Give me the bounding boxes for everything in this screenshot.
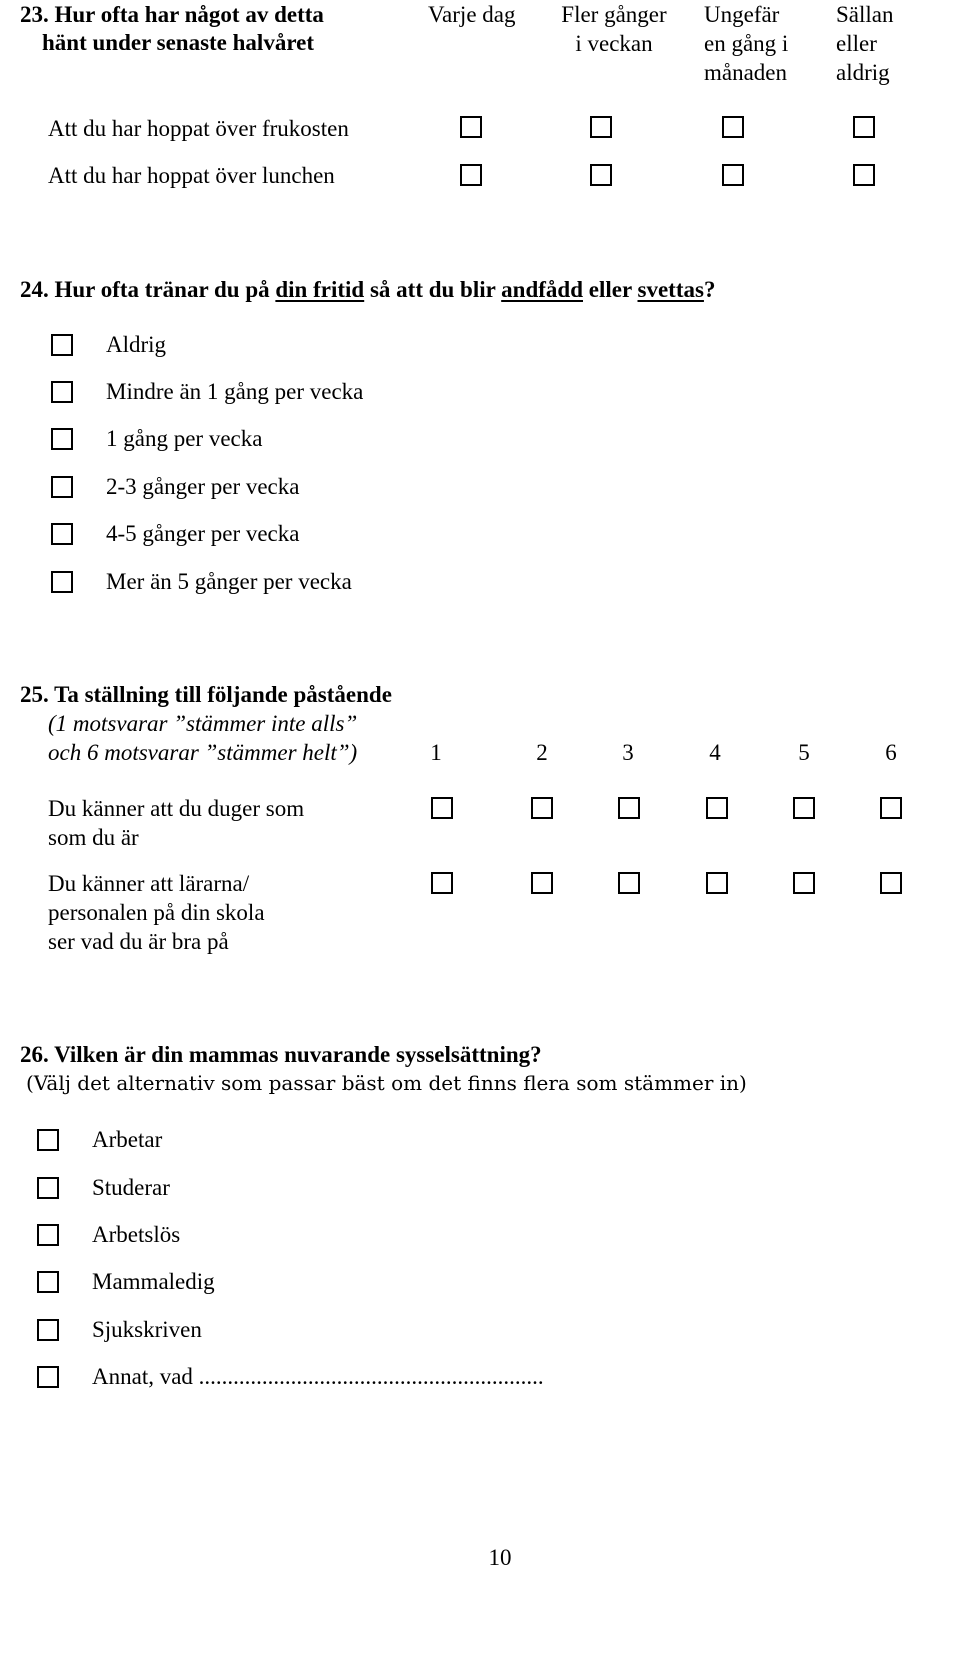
q23-row2-checkbox-varje-dag[interactable] bbox=[460, 164, 482, 186]
q25-s1-checkbox-3[interactable] bbox=[618, 797, 640, 819]
q25-scale-label: 1 bbox=[430, 740, 442, 765]
q23-row2-checkbox-fler-ganger[interactable] bbox=[590, 164, 612, 186]
q25-note-line2: och 6 motsvarar ”stämmer helt”) bbox=[48, 740, 358, 765]
q25-statement-1: Du känner att du duger som som du är bbox=[48, 796, 305, 850]
q26-option-label: Arbetslös bbox=[92, 1222, 181, 1247]
q25-s2-checkbox-5[interactable] bbox=[793, 872, 815, 894]
q26-option-checkbox[interactable] bbox=[37, 1366, 59, 1388]
q23-col-header-1: Varje dag bbox=[428, 2, 516, 27]
q24-option-checkbox[interactable] bbox=[51, 523, 73, 545]
q24-option-label: 4-5 gånger per vecka bbox=[106, 521, 300, 546]
q25-s2-checkbox-4[interactable] bbox=[706, 872, 728, 894]
q23-row2-checkbox-sallan[interactable] bbox=[853, 164, 875, 186]
q25-title: 25. Ta ställning till följande påstående bbox=[20, 682, 392, 707]
q24-option-label: 1 gång per vecka bbox=[106, 426, 263, 451]
q23-col-header-2: Fler gånger i veckan bbox=[561, 2, 667, 56]
q23-col-header-3: Ungefär en gång i månaden bbox=[704, 2, 789, 85]
q26-option-checkbox[interactable] bbox=[37, 1271, 59, 1293]
q25-scale-label: 5 bbox=[798, 740, 810, 765]
q25-s1-checkbox-1[interactable] bbox=[431, 797, 453, 819]
q26-option-label: Arbetar bbox=[92, 1127, 163, 1152]
q23-row1-checkbox-ungefar[interactable] bbox=[722, 116, 744, 138]
q25-s1-checkbox-4[interactable] bbox=[706, 797, 728, 819]
page-number: 10 bbox=[488, 1545, 512, 1570]
q24-option-checkbox[interactable] bbox=[51, 381, 73, 403]
q26-subtitle: (Välj det alternativ som passar bäst om det finns flera som stämmer in) bbox=[26, 1071, 747, 1095]
q25-s2-checkbox-2[interactable] bbox=[531, 872, 553, 894]
q26-option-checkbox[interactable] bbox=[37, 1319, 59, 1341]
q23-row1-checkbox-varje-dag[interactable] bbox=[460, 116, 482, 138]
q26-option-checkbox[interactable] bbox=[37, 1129, 59, 1151]
q26-option-label: Studerar bbox=[92, 1175, 170, 1200]
q25-note-line1: (1 motsvarar ”stämmer inte alls” bbox=[48, 711, 358, 736]
q25-s2-checkbox-6[interactable] bbox=[880, 872, 902, 894]
q25-scale-label: 3 bbox=[622, 740, 634, 765]
q26-option-label: Mammaledig bbox=[92, 1269, 215, 1294]
q26-option-checkbox[interactable] bbox=[37, 1224, 59, 1246]
q25-scale-label: 4 bbox=[709, 740, 721, 765]
q24-option-label: Aldrig bbox=[106, 332, 167, 357]
q24-option-checkbox[interactable] bbox=[51, 476, 73, 498]
q26-title: 26. Vilken är din mammas nuvarande sysselsättning? bbox=[20, 1042, 542, 1067]
q25-s2-checkbox-3[interactable] bbox=[618, 872, 640, 894]
q25-s1-checkbox-5[interactable] bbox=[793, 797, 815, 819]
q23-row-label: Att du har hoppat över frukosten bbox=[48, 116, 349, 141]
q23-title-line2: hänt under senaste halvåret bbox=[42, 30, 314, 55]
q26-option-checkbox[interactable] bbox=[37, 1177, 59, 1199]
q24-title: 24. Hur ofta tränar du på din fritid så att du blir andfådd eller svettas? bbox=[20, 277, 716, 302]
q24-option-label: Mer än 5 gånger per vecka bbox=[106, 569, 352, 594]
q23-row2-checkbox-ungefar[interactable] bbox=[722, 164, 744, 186]
q25-scale-label: 6 bbox=[885, 740, 897, 765]
q26-option-other-label: Annat, vad ............................................................ bbox=[92, 1364, 544, 1389]
q25-s1-checkbox-2[interactable] bbox=[531, 797, 553, 819]
q24-option-checkbox[interactable] bbox=[51, 428, 73, 450]
q23-title-line1: 23. Hur ofta har något av detta bbox=[20, 2, 324, 27]
q25-scale-label: 2 bbox=[536, 740, 548, 765]
q24-option-label: 2-3 gånger per vecka bbox=[106, 474, 300, 499]
q25-s2-checkbox-1[interactable] bbox=[431, 872, 453, 894]
q23-row1-checkbox-fler-ganger[interactable] bbox=[590, 116, 612, 138]
q23-row1-checkbox-sallan[interactable] bbox=[853, 116, 875, 138]
q24-option-checkbox[interactable] bbox=[51, 334, 73, 356]
q25-statement-2: Du känner att lärarna/ personalen på din skola ser vad du är bra på bbox=[48, 871, 265, 954]
q23-row-label: Att du har hoppat över lunchen bbox=[48, 163, 335, 188]
q26-option-label: Sjukskriven bbox=[92, 1317, 202, 1342]
q25-s1-checkbox-6[interactable] bbox=[880, 797, 902, 819]
q24-option-checkbox[interactable] bbox=[51, 571, 73, 593]
q24-option-label: Mindre än 1 gång per vecka bbox=[106, 379, 364, 404]
q23-col-header-4: Sällan eller aldrig bbox=[836, 2, 894, 85]
